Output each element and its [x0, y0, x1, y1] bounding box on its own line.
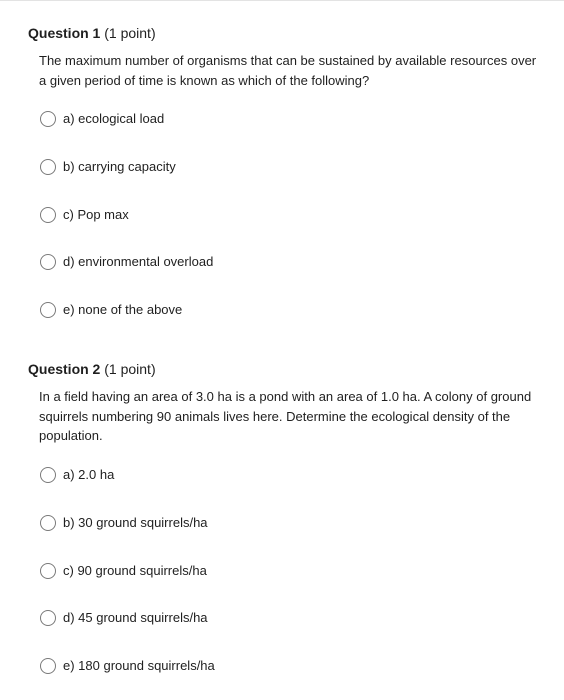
option-label: b) 30 ground squirrels/ha: [63, 515, 208, 530]
radio-button-icon[interactable]: [40, 111, 56, 127]
question-2: [28, 360, 548, 673]
radio-button-icon[interactable]: [40, 254, 56, 270]
radio-button-icon[interactable]: [40, 302, 56, 318]
option-label: a) ecological load: [63, 111, 165, 126]
radio-button-icon[interactable]: [40, 467, 56, 483]
option-label: c) Pop max: [63, 207, 129, 222]
radio-button-icon[interactable]: [40, 563, 56, 579]
radio-button-icon[interactable]: [40, 658, 56, 674]
question-2-points: (1 point): [104, 361, 156, 377]
option-label: d) 45 ground squirrels/ha: [63, 610, 208, 625]
question-2-option-b[interactable]: [40, 513, 208, 533]
question-2-option-e[interactable]: [40, 656, 215, 676]
option-label: e) 180 ground squirrels/ha: [63, 658, 215, 673]
radio-button-icon[interactable]: [40, 610, 56, 626]
question-1-title: Question 1: [28, 25, 101, 41]
radio-button-icon[interactable]: [40, 159, 56, 175]
option-label: e) none of the above: [63, 302, 183, 317]
question-1-option-c[interactable]: [40, 205, 129, 225]
radio-button-icon[interactable]: [40, 207, 56, 223]
question-1-option-b[interactable]: [40, 157, 176, 177]
option-label: d) environmental overload: [63, 254, 214, 269]
question-2-option-c[interactable]: [40, 561, 207, 581]
question-1-points: (1 point): [104, 25, 156, 41]
option-label: a) 2.0 ha: [63, 467, 115, 482]
question-1-option-d[interactable]: [40, 252, 213, 272]
top-divider: [0, 0, 564, 1]
question-2-option-d[interactable]: [40, 608, 208, 628]
question-1-header: [28, 24, 548, 42]
question-2-text: In a field having an area of 3.0 ha is a pond with an area of 1.0 ha. A colony of ground squirrels numbering 90 animals lives here. Determine the ecological density of the population.: [39, 389, 532, 443]
question-2-option-a[interactable]: [40, 465, 114, 485]
radio-button-icon[interactable]: [40, 515, 56, 531]
option-label: c) 90 ground squirrels/ha: [63, 563, 207, 578]
question-1: [28, 24, 548, 317]
question-1-text: The maximum number of organisms that can be sustained by available resources over a given period of time is known as which of the following?: [39, 53, 537, 88]
question-1-option-e[interactable]: [40, 300, 182, 320]
question-2-title: Question 2: [28, 361, 101, 377]
option-label: b) carrying capacity: [63, 159, 176, 174]
question-2-header: [28, 360, 548, 378]
question-1-option-a[interactable]: [40, 109, 164, 129]
